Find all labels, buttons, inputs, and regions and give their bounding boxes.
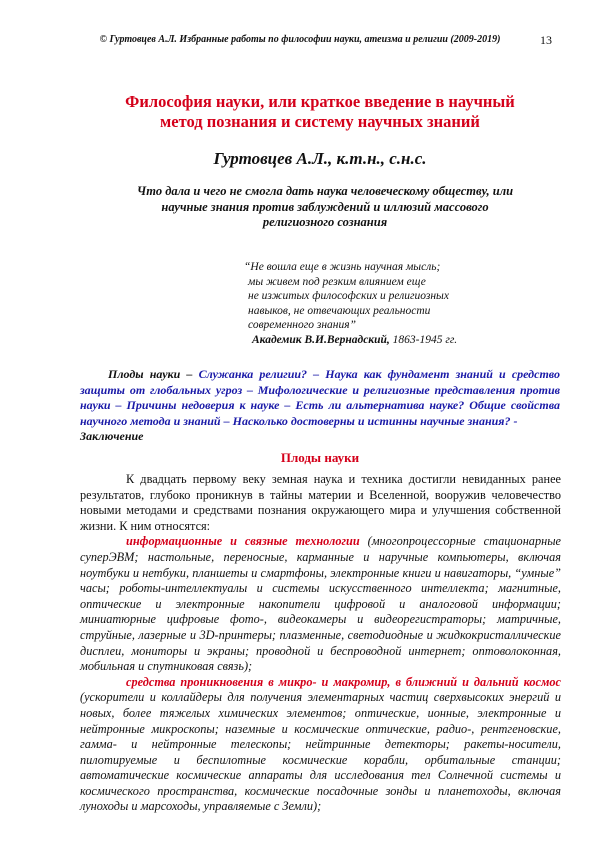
subtitle	[110, 184, 540, 231]
page-number: 13	[540, 33, 552, 47]
epigraph	[244, 260, 544, 347]
epigraph-line: мы живем под резким влиянием еще	[248, 275, 426, 288]
item-text: (многопроцессорные стационарные суперЭВМ; настольные, переносные, карманные и наручные компьютеры, включая ноутбуки и нетбуки, планшеты и смартфоны, электронные книги и навигаторы, “умные” часы; роботы-интеллектуалы и системы искусственного интеллекта; магнитные, оптические и электронные накопители цифровой и аналоговой информации; миниатюрные цифровые фото-, видеокамеры и видеорегистраторы; матричные, струйные, лазерные и 3D-принтеры; плазменные, светодиодные и жидкокристаллические дисплеи, мониторы и экраны; проводной и беспроводной интернет; оптоволоконная, мобильная и спутниковая связь);	[80, 534, 561, 674]
body-text	[80, 472, 561, 815]
subtitle-line: Что дала и чего не смогла дать наука человеческому обществу, или	[136, 184, 514, 198]
attribution-years: 1863-1945 гг.	[389, 333, 458, 346]
epigraph-line: “Не вошла еще в жизнь научная мысль;	[244, 261, 441, 273]
section-heading: Плоды науки	[280, 450, 360, 465]
paragraph	[80, 675, 561, 815]
running-header: © Гуртовцев А.Л. Избранные работы по философии науки, атеизма и религии (2009-2019)	[99, 34, 501, 45]
subtitle-line: религиозного сознания	[262, 215, 388, 229]
term: средства проникновения в микро- и макромир, в ближний и дальний космос	[126, 674, 561, 689]
toc-current: Плоды науки –	[108, 367, 199, 381]
author: Гуртовцев А.Л., к.т.н., с.н.с.	[213, 149, 427, 168]
toc-last[interactable]: Заключение	[80, 429, 144, 443]
table-of-contents	[80, 367, 560, 445]
epigraph-attribution	[244, 333, 544, 348]
paragraph	[80, 534, 561, 674]
attribution-name: Академик В.И.Вернадский,	[252, 333, 390, 346]
term: информационные и связные технологии	[126, 534, 360, 549]
title-line: Философия науки, или краткое введение в научный	[125, 92, 515, 111]
toc-links[interactable]: Служанка религии? – Наука как фундамент знаний и средство защиты от глобальных угроз – Мифологические и религиозные представления против науки – Причины недоверия к науке – Есть ли альтернатива науке? Общие свойства научного метода и знаний – Насколько достоверны и истинны научные знания? -	[80, 367, 560, 428]
item-text: (ускорители и коллайдеры для получения элементарных частиц сверхвысоких энергий и новых, более тяжелых химических элементов; оптические, ионные, электронные и нейтронные микроскопы; наземные и космические оптические, радио-, рентгеновские, гамма- и нейтронные телескопы; нейтринные детекторы; ракеты-носители, пилотируемые и беспилотные космические корабли, орбитальные станции; автоматические космические аппараты для исследования тел Солнечной системы и космического пространства, космические посадочные зонды и планетоходы, включая луноходы и марсоходы, управляемые с Земли);	[80, 690, 561, 814]
subtitle-line: научные знания против заблуждений и иллюзий массового	[161, 199, 489, 214]
epigraph-line: навыков, не отвечающих реальности	[248, 304, 431, 317]
epigraph-line: не изжитых философских и религиозных	[248, 290, 449, 302]
epigraph-line: современного знания”	[248, 319, 356, 331]
title-line: метод познания и систему научных знаний	[160, 112, 480, 131]
document-title	[80, 92, 560, 132]
paragraph: К двадцать первому веку земная наука и техника достигли невиданных ранее результатов, глубоко проникнув в тайны материи и Вселенной, вооружив человечество новыми методами и средствами познания окружающего мира и улучшения собственной жизни. К ним относятся:	[80, 472, 561, 533]
